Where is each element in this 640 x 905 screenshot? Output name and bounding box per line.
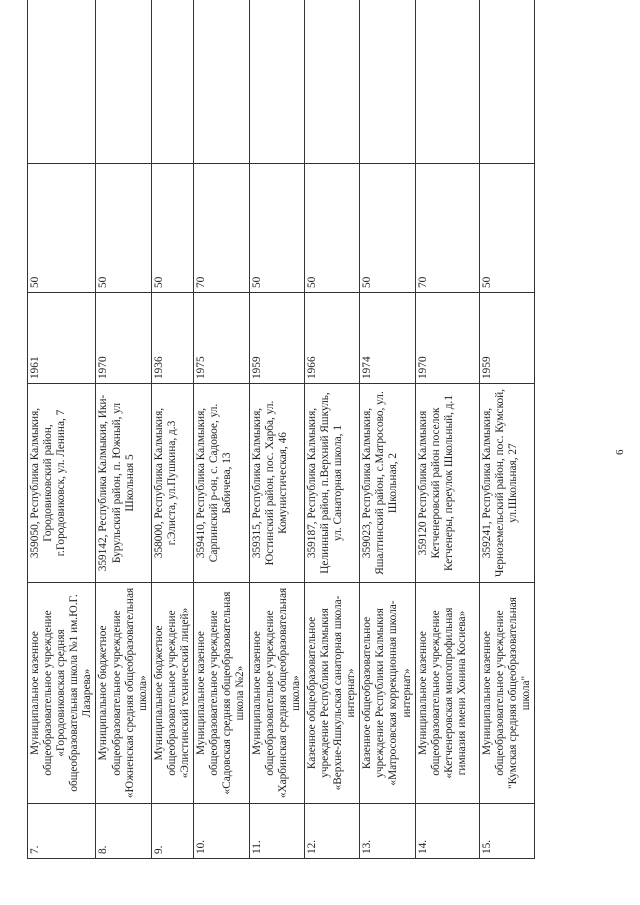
capacity: 50 <box>28 164 96 293</box>
institution-name: Муниципальное казенное общеобразовательное учреждение «Садовская средняя общеобразовательная школа №2» <box>194 583 249 804</box>
empty-cell <box>360 0 415 164</box>
table-row <box>96 0 151 859</box>
row-number: 11. <box>249 804 304 859</box>
table-row <box>249 0 304 859</box>
institution-address: 359023, Республика Калмыкия, Яшалтинский район, с.Матросово, ул. Школьная, 2 <box>360 384 415 583</box>
year-built: 1970 <box>96 293 151 384</box>
empty-cell <box>28 0 96 164</box>
institution-name: Муниципальное казенное общеобразовательное учреждение «Харбинская средняя общеобразовательная школа» <box>249 583 304 804</box>
year-built: 1961 <box>28 293 96 384</box>
empty-cell <box>194 0 249 164</box>
row-number: 15. <box>479 804 534 859</box>
capacity: 50 <box>304 164 359 293</box>
institution-name: Муниципальное казенное общеобразовательное учреждение «Кетченеровская многопрофильная гимназия имени Хонина Косиева» <box>415 583 479 804</box>
row-number: 7. <box>28 804 96 859</box>
row-number: 12. <box>304 804 359 859</box>
row-number: 9. <box>151 804 193 859</box>
empty-cell <box>249 0 304 164</box>
year-built: 1936 <box>151 293 193 384</box>
institution-address: 359120 Республика Калмыкия Кетченеровский район поселок Кетченеры, переулок Школьный, д.1 <box>415 384 479 583</box>
institution-address: 359410, Республика Калмыкия, Сарпинский р-он, с. Садовое, ул. Бабичева, 13 <box>194 384 249 583</box>
year-built: 1974 <box>360 293 415 384</box>
empty-cell <box>151 0 193 164</box>
table-row <box>28 0 96 859</box>
row-number: 10. <box>194 804 249 859</box>
institution-address: 359315, Республика Калмыкия, Юстинский район, пос. Харба, ул. Комунистическая, 46 <box>249 384 304 583</box>
institution-name: Муниципальное казенное общеобразовательное учреждение "Кумская средняя общеобразовательная школа" <box>479 583 534 804</box>
capacity: 70 <box>415 164 479 293</box>
institution-address: 359241, Республика Калмыкия, Черноземельский район, пос. Кумской, ул.Школьная, 27 <box>479 384 534 583</box>
capacity: 70 <box>194 164 249 293</box>
empty-cell <box>479 0 534 164</box>
capacity: 50 <box>151 164 193 293</box>
table-row <box>194 0 249 859</box>
page-number: 6 <box>614 449 626 455</box>
institution-address: 358000, Республика Калмыкия, г.Элиста, ул.Пушкина, д.3 <box>151 384 193 583</box>
empty-cell <box>96 0 151 164</box>
table-row <box>304 0 359 859</box>
empty-cell <box>415 0 479 164</box>
year-built: 1970 <box>415 293 479 384</box>
capacity: 50 <box>249 164 304 293</box>
table-row <box>151 0 193 859</box>
year-built: 1959 <box>479 293 534 384</box>
capacity: 50 <box>479 164 534 293</box>
institutions-table <box>27 0 535 859</box>
institution-name: Казенное общеобразовательное учреждение Республики Калмыкия «Матросовская коррекционная школа-интернат» <box>360 583 415 804</box>
row-number: 8. <box>96 804 151 859</box>
institution-name: Муниципальное бюджетное общеобразовательное учреждение «Элистинский технический лицей» <box>151 583 193 804</box>
row-number: 14. <box>415 804 479 859</box>
capacity: 50 <box>360 164 415 293</box>
institution-address: 359050, Республика Калмыкия, Городовиковский район, г.Городовиковск, ул. Ленина, 7 <box>28 384 96 583</box>
table-row <box>415 0 479 859</box>
institution-name: Муниципальное бюджетное общеобразовательное учреждение «Южненская средняя общеобразовательная школа» <box>96 583 151 804</box>
institution-name: Муниципальное казенное общеобразовательное учреждение «Городовиковская средняя общеобразовательная школа №1 им.Ю.Г. Лазарева» <box>28 583 96 804</box>
institution-name: Казенное общеобразовательное учреждение Республики Калмыкия «Верхне-Яшкульская санаторная школа-интернат» <box>304 583 359 804</box>
table-row <box>360 0 415 859</box>
row-number: 13. <box>360 804 415 859</box>
year-built: 1975 <box>194 293 249 384</box>
institution-address: 359187, Республика Калмыкия, Целинный район, п.Верхний Яшкуль, ул. Санаторная школа, 1 <box>304 384 359 583</box>
capacity: 50 <box>96 164 151 293</box>
empty-cell <box>304 0 359 164</box>
year-built: 1959 <box>249 293 304 384</box>
year-built: 1966 <box>304 293 359 384</box>
institution-address: 359142, Республика Калмыкия, Ики-Бурульский район, п. Южный, ул Школьная 5 <box>96 384 151 583</box>
table-row <box>479 0 534 859</box>
